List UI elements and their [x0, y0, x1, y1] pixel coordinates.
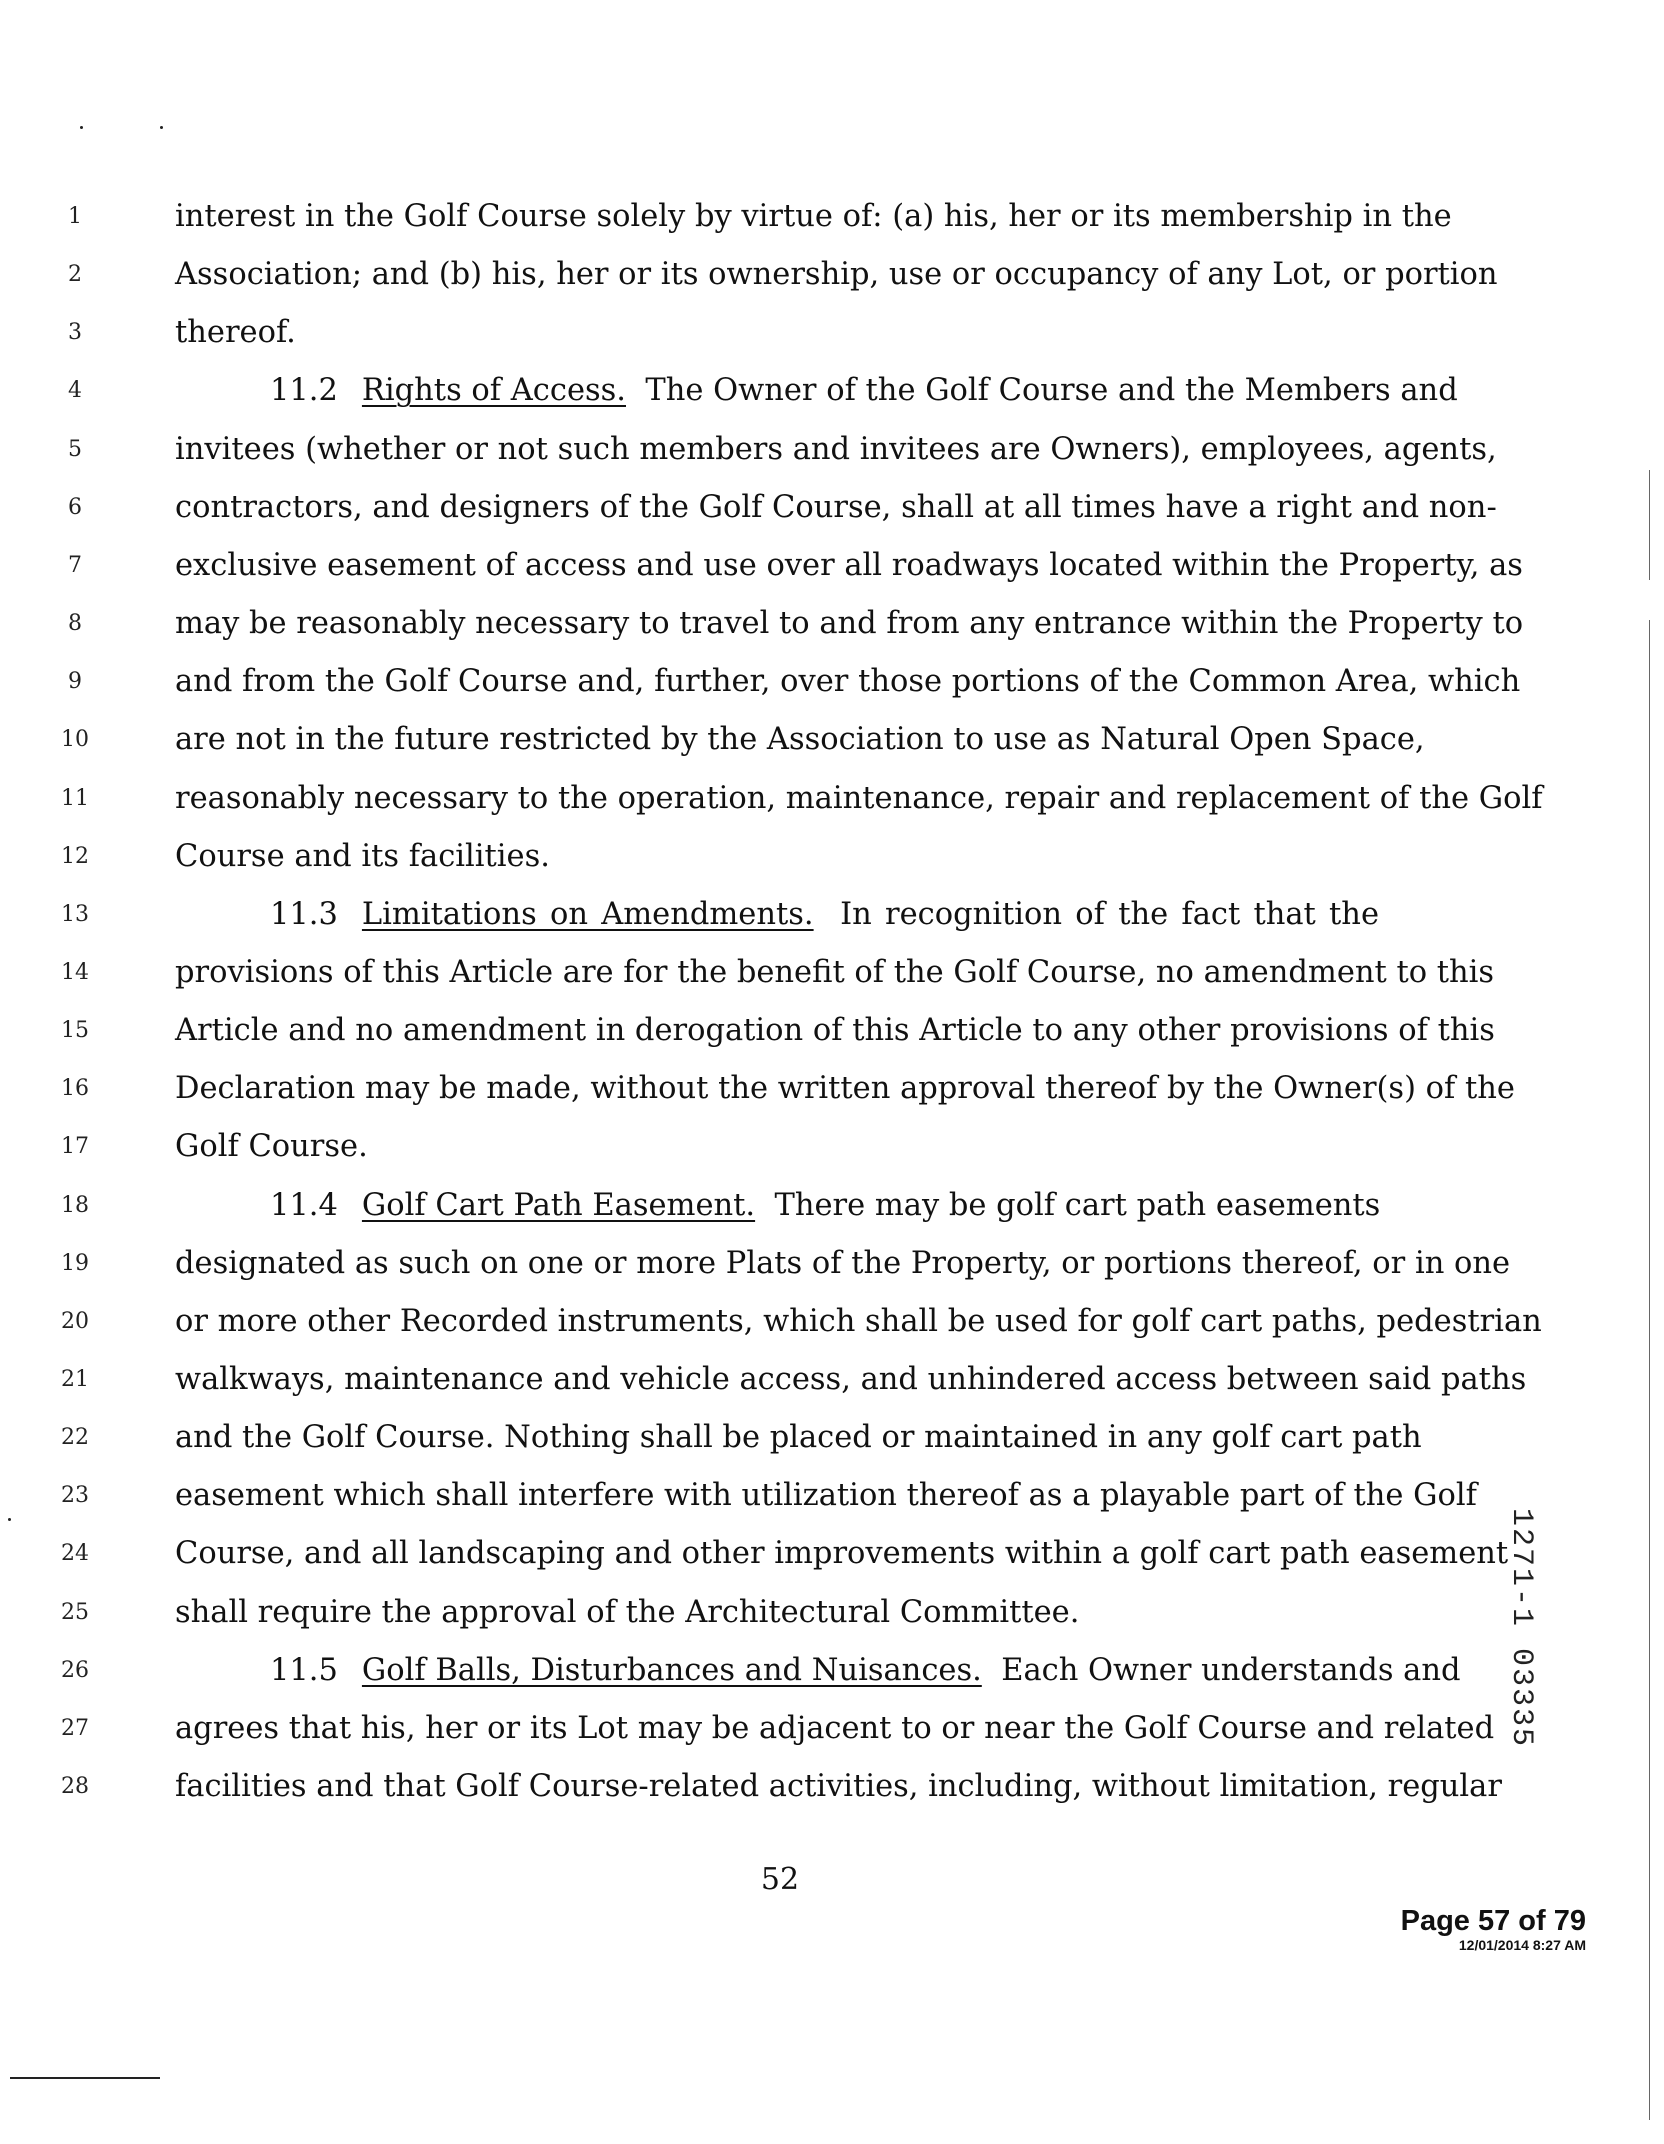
- document-line: [0, 1758, 1664, 1816]
- section-heading: Golf Cart Path Easement.: [361, 1187, 756, 1223]
- document-line: [0, 1235, 1664, 1293]
- line-text: reasonably necessary to the operation, maintenance, repair and replacement of the Golf: [175, 780, 1543, 816]
- section-number: 11.4: [270, 1187, 338, 1223]
- document-line: [0, 1002, 1664, 1060]
- line-text: invitees (whether or not such members and invitees are Owners), employees, agents,: [175, 431, 1497, 467]
- line-text: Course and its facilities.: [175, 838, 550, 874]
- line-number: 23: [61, 1483, 89, 1509]
- section-text: There may be golf cart path easements: [774, 1187, 1381, 1223]
- document-line: [0, 1409, 1664, 1467]
- line-text: and from the Golf Course and, further, over those portions of the Common Area, which: [175, 664, 1521, 700]
- line-number: 17: [61, 1134, 89, 1160]
- line-text: may be reasonably necessary to travel to and from any entrance within the Property to: [175, 606, 1524, 642]
- document-line: [0, 828, 1664, 886]
- line-text: [175, 886, 1379, 944]
- document-line: [0, 1118, 1664, 1176]
- line-text: facilities and that Golf Course-related activities, including, without limitation, regular: [175, 1769, 1502, 1805]
- stamp-page-count: Page 57 of 79: [1400, 1905, 1586, 1937]
- document-line: [0, 886, 1664, 944]
- document-line: [0, 1351, 1664, 1409]
- line-text: walkways, maintenance and vehicle access, and unhindered access between said paths: [175, 1362, 1527, 1397]
- line-number: 28: [61, 1774, 89, 1800]
- document-line: [0, 1700, 1664, 1758]
- document-line: [0, 304, 1664, 362]
- scan-speck: [80, 126, 83, 129]
- footer-rule: [10, 2077, 160, 2079]
- side-document-number: [1504, 1508, 1540, 1788]
- line-number: 26: [61, 1657, 89, 1683]
- line-number: 9: [68, 669, 82, 695]
- scan-edge-line: [1649, 620, 1650, 2120]
- line-number: 2: [68, 262, 82, 288]
- line-number: 22: [61, 1425, 89, 1451]
- document-line: [0, 1584, 1664, 1642]
- document-line: [0, 1293, 1664, 1351]
- line-text: Article and no amendment in derogation of this Article to any other provisions of this: [175, 1013, 1495, 1049]
- document-line: [0, 421, 1664, 479]
- line-text: are not in the future restricted by the Association to use as Natural Open Space,: [175, 722, 1425, 758]
- document-line: [0, 1642, 1664, 1700]
- section-number: 11.2: [270, 373, 338, 409]
- document-line: [0, 944, 1664, 1002]
- line-number: 15: [61, 1018, 89, 1044]
- line-number: 11: [61, 785, 89, 811]
- document-line: [0, 479, 1664, 537]
- section-text: The Owner of the Golf Course and the Members and: [645, 373, 1458, 409]
- scan-edge-line: [1649, 470, 1650, 580]
- line-number: 8: [68, 611, 82, 637]
- line-text: contractors, and designers of the Golf Course, shall at all times have a right and non-: [175, 489, 1497, 525]
- recording-stamp: [1401, 1905, 1586, 1953]
- document-line: [0, 1177, 1664, 1235]
- document-line: [0, 362, 1664, 420]
- document-line: [0, 246, 1664, 304]
- line-text: and the Golf Course. Nothing shall be placed or maintained in any golf cart path: [175, 1420, 1422, 1456]
- line-number: 16: [61, 1076, 89, 1102]
- line-text: designated as such on one or more Plats of the Property, or portions thereof, or in one: [175, 1245, 1511, 1281]
- document-line: [0, 1467, 1664, 1525]
- line-text: [175, 1177, 1379, 1235]
- line-number: 3: [68, 320, 82, 346]
- document-line: [0, 653, 1664, 711]
- line-number: 27: [61, 1715, 89, 1741]
- line-text: [175, 1642, 1461, 1700]
- scan-speck: [160, 126, 163, 129]
- section-heading: Rights of Access.: [361, 373, 626, 409]
- section-number: 11.5: [270, 1652, 338, 1688]
- line-text: shall require the approval of the Architectural Committee.: [175, 1594, 1080, 1630]
- section-text: Each Owner understands and: [1001, 1652, 1461, 1688]
- line-number: 25: [61, 1599, 89, 1625]
- line-number: 4: [68, 378, 82, 404]
- section-heading: Limitations on Amendments.: [361, 896, 814, 932]
- line-text: exclusive easement of access and use over all roadways located within the Property, as: [175, 547, 1523, 583]
- line-text: provisions of this Article are for the benefit of the Golf Course, no amendment to this: [175, 954, 1495, 990]
- section-text: In recognition of the fact that the: [840, 896, 1380, 932]
- line-number: 21: [61, 1367, 89, 1392]
- line-text: [175, 362, 1458, 420]
- line-number: 20: [61, 1308, 89, 1334]
- line-number: 24: [61, 1541, 89, 1567]
- line-number: 1: [68, 204, 82, 229]
- document-line: [0, 1525, 1664, 1583]
- line-number: 7: [68, 552, 82, 578]
- document-line: [0, 711, 1664, 769]
- line-text: Course, and all landscaping and other improvements within a golf cart path easement: [175, 1536, 1509, 1572]
- line-text: Declaration may be made, without the written approval thereof by the Owner(s) of the: [175, 1071, 1515, 1107]
- line-number: 6: [68, 494, 82, 520]
- line-text: Golf Course.: [175, 1129, 368, 1165]
- line-number: 12: [61, 843, 89, 869]
- side-document-number-text: 1271-1 03335: [1504, 1508, 1538, 1749]
- page-number: 52: [760, 1862, 800, 1897]
- section-number: 11.3: [270, 896, 338, 932]
- line-text: interest in the Golf Course solely by virtue of: (a) his, her or its membership in the: [175, 199, 1452, 234]
- section-heading: Golf Balls, Disturbances and Nuisances.: [361, 1652, 982, 1688]
- line-text: or more other Recorded instruments, which shall be used for golf cart paths, pedestrian: [175, 1303, 1542, 1339]
- line-number: 18: [61, 1192, 89, 1218]
- line-number: 14: [61, 959, 89, 985]
- line-text: easement which shall interfere with utilization thereof as a playable part of the Golf: [175, 1478, 1477, 1514]
- document-line: [0, 595, 1664, 653]
- line-text: Association; and (b) his, her or its ownership, use or occupancy of any Lot, or portion: [175, 257, 1498, 293]
- line-text: agrees that his, her or its Lot may be adjacent to or near the Golf Course and related: [175, 1710, 1495, 1746]
- line-text: thereof.: [175, 315, 296, 351]
- line-number: 10: [61, 727, 89, 753]
- document-line: [0, 537, 1664, 595]
- line-number: 19: [61, 1250, 89, 1276]
- stamp-timestamp: 12/01/2014 8:27 AM: [1458, 1937, 1586, 1953]
- document-line: [0, 188, 1664, 246]
- document-line: [0, 770, 1664, 828]
- line-number: 5: [68, 436, 82, 462]
- line-number: 13: [61, 901, 89, 927]
- document-line: [0, 1060, 1664, 1118]
